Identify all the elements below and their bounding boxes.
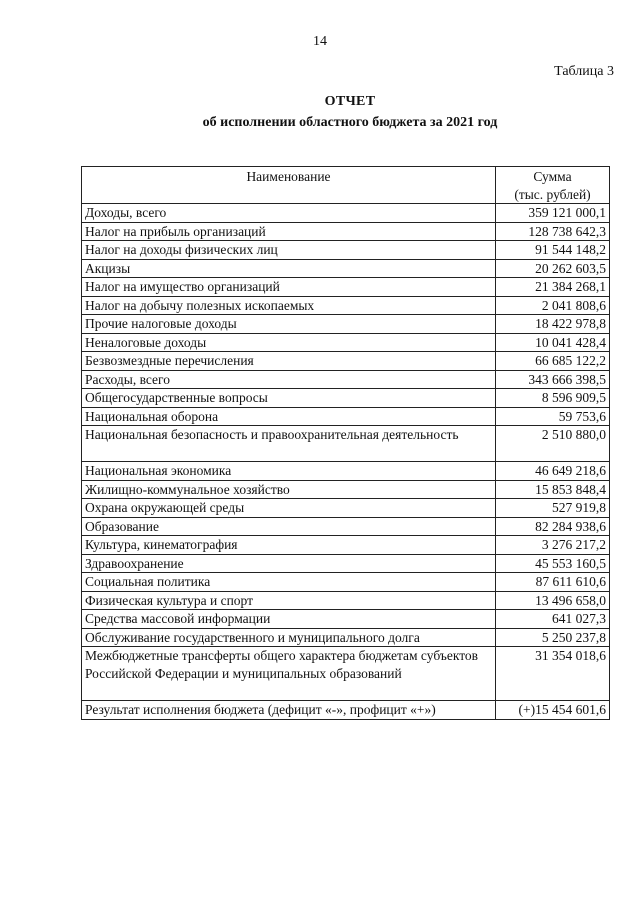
table-row (82, 370, 610, 389)
row-sum: 31 354 018,6 (496, 647, 610, 701)
row-name: Обслуживание государственного и муниципального долга (82, 628, 496, 647)
table-reference: Таблица 3 (554, 64, 614, 79)
row-sum: 13 496 658,0 (496, 591, 610, 610)
table-row (82, 573, 610, 592)
row-sum: 18 422 978,8 (496, 315, 610, 334)
row-name: Безвозмездные перечисления (82, 352, 496, 371)
row-name: Налог на прибыль организаций (82, 222, 496, 241)
header-sum-label: Сумма (533, 169, 572, 184)
row-sum: 20 262 603,5 (496, 259, 610, 278)
row-name: Физическая культура и спорт (82, 591, 496, 610)
row-sum: 5 250 237,8 (496, 628, 610, 647)
row-name: Доходы, всего (82, 204, 496, 223)
row-name: Образование (82, 517, 496, 536)
row-sum: 66 685 122,2 (496, 352, 610, 371)
report-subtitle: об исполнении областного бюджета за 2021 год (202, 115, 498, 130)
table-row (82, 296, 610, 315)
row-name: Культура, кинематография (82, 536, 496, 555)
row-sum: 10 041 428,4 (496, 333, 610, 352)
row-name: Охрана окружающей среды (82, 499, 496, 518)
row-sum: 343 666 398,5 (496, 370, 610, 389)
row-sum: 21 384 268,1 (496, 278, 610, 297)
row-name: Межбюджетные трансферты общего характера бюджетам субъектов Российской Федерации и муниципальных образований (82, 647, 496, 701)
table-row (82, 647, 610, 701)
row-sum: 3 276 217,2 (496, 536, 610, 555)
row-name: Расходы, всего (82, 370, 496, 389)
table-row (82, 426, 610, 462)
table-row (82, 315, 610, 334)
table-row (82, 241, 610, 260)
table-row (82, 259, 610, 278)
table-row (82, 352, 610, 371)
table-row (82, 333, 610, 352)
row-name: Прочие налоговые доходы (82, 315, 496, 334)
row-sum: 15 853 848,4 (496, 480, 610, 499)
table-row (82, 480, 610, 499)
header-sum-unit: (тыс. рублей) (514, 186, 591, 202)
table-header (82, 167, 610, 204)
row-name: Средства массовой информации (82, 610, 496, 629)
table-row (82, 554, 610, 573)
row-sum: 8 596 909,5 (496, 389, 610, 408)
header-row (82, 167, 610, 204)
row-sum: 2 510 880,0 (496, 426, 610, 462)
row-sum: 59 753,6 (496, 407, 610, 426)
table-row (82, 591, 610, 610)
row-sum: 46 649 218,6 (496, 462, 610, 481)
row-name: Социальная политика (82, 573, 496, 592)
table-row (82, 462, 610, 481)
row-name: Национальная оборона (82, 407, 496, 426)
table-row (82, 278, 610, 297)
row-name: Результат исполнения бюджета (дефицит «-», профицит «+») (82, 701, 496, 720)
row-name: Общегосударственные вопросы (82, 389, 496, 408)
report-title: ОТЧЕТ (324, 94, 376, 109)
table-row (82, 204, 610, 223)
row-sum: 87 611 610,6 (496, 573, 610, 592)
row-name: Неналоговые доходы (82, 333, 496, 352)
table-body (82, 204, 610, 720)
row-sum: 2 041 808,6 (496, 296, 610, 315)
row-name: Национальная экономика (82, 462, 496, 481)
budget-report-table (81, 166, 610, 720)
row-name: Налог на доходы физических лиц (82, 241, 496, 260)
page-number: 14 (313, 34, 327, 49)
table-row (82, 389, 610, 408)
row-name: Налог на имущество организаций (82, 278, 496, 297)
row-name: Здравоохранение (82, 554, 496, 573)
row-name: Акцизы (82, 259, 496, 278)
row-sum: 359 121 000,1 (496, 204, 610, 223)
row-sum: 128 738 642,3 (496, 222, 610, 241)
table-row (82, 610, 610, 629)
row-name: Налог на добычу полезных ископаемых (82, 296, 496, 315)
table-row (82, 536, 610, 555)
row-sum: 641 027,3 (496, 610, 610, 629)
row-sum: 45 553 160,5 (496, 554, 610, 573)
table-row (82, 517, 610, 536)
row-sum: 527 919,8 (496, 499, 610, 518)
row-sum: 82 284 938,6 (496, 517, 610, 536)
table-row (82, 628, 610, 647)
row-sum: (+)15 454 601,6 (496, 701, 610, 720)
header-sum (496, 167, 610, 204)
row-name: Жилищно-коммунальное хозяйство (82, 480, 496, 499)
table-row (82, 499, 610, 518)
row-sum: 91 544 148,2 (496, 241, 610, 260)
table-row (82, 407, 610, 426)
table-row (82, 222, 610, 241)
table-row (82, 701, 610, 720)
row-name: Национальная безопасность и правоохранительная деятельность (82, 426, 496, 462)
header-name: Наименование (82, 167, 496, 204)
